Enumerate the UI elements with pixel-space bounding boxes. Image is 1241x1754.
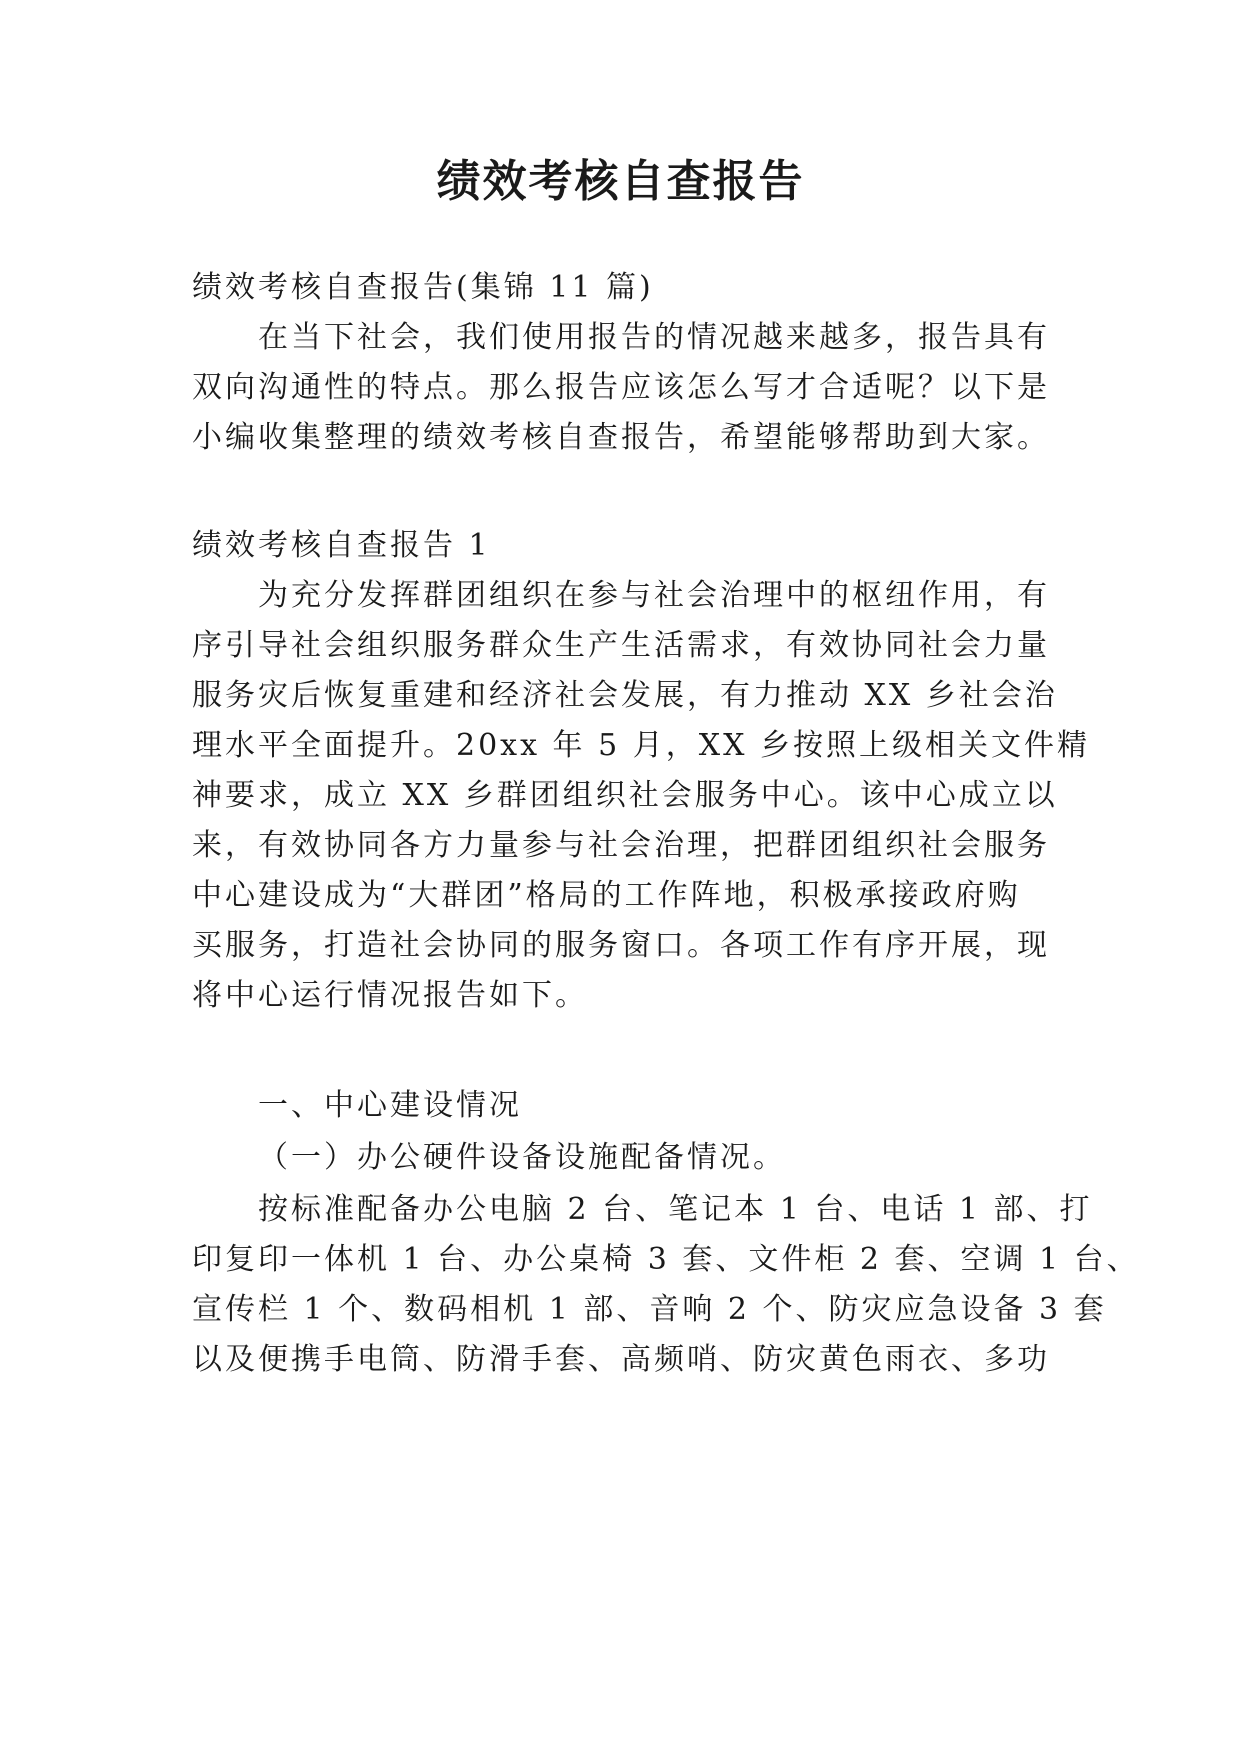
document-title: 绩效考核自查报告 xyxy=(436,156,805,207)
section-heading: 绩效考核自查报告 1 xyxy=(192,528,491,563)
body-line: 将中心运行情况报告如下。 xyxy=(192,978,588,1013)
body-line: 印复印一体机 1 台、办公桌椅 3 套、文件柜 2 套、空调 1 台、 xyxy=(192,1242,1140,1277)
body-line: 理水平全面提升。20xx 年 5 月，XX 乡按照上级相关文件精 xyxy=(192,728,1090,763)
sub-heading: （一）办公硬件设备设施配备情况。 xyxy=(258,1140,786,1175)
intro-line: 在当下社会，我们使用报告的情况越来越多，报告具有 xyxy=(258,320,1050,355)
body-line: 中心建设成为“大群团”格局的工作阵地，积极承接政府购 xyxy=(192,878,1021,913)
body-line: 宣传栏 1 个、数码相机 1 部、音响 2 个、防灾应急设备 3 套 xyxy=(192,1292,1107,1327)
body-line: 按标准配备办公电脑 2 台、笔记本 1 台、电话 1 部、打 xyxy=(258,1192,1093,1227)
body-line: 来，有效协同各方力量参与社会治理，把群团组织社会服务 xyxy=(192,828,1050,863)
body-line: 买服务，打造社会协同的服务窗口。各项工作有序开展，现 xyxy=(192,928,1050,963)
document-subtitle: 绩效考核自查报告(集锦 11 篇) xyxy=(192,270,654,305)
part-heading: 一、中心建设情况 xyxy=(258,1088,522,1123)
intro-line: 小编收集整理的绩效考核自查报告，希望能够帮助到大家。 xyxy=(192,420,1050,455)
body-line: 以及便携手电筒、防滑手套、高频哨、防灾黄色雨衣、多功 xyxy=(192,1342,1050,1377)
body-line: 序引导社会组织服务群众生产生活需求，有效协同社会力量 xyxy=(192,628,1050,663)
body-line: 为充分发挥群团组织在参与社会治理中的枢纽作用，有 xyxy=(258,578,1050,613)
body-line: 服务灾后恢复重建和经济社会发展，有力推动 XX 乡社会治 xyxy=(192,678,1058,713)
body-line: 神要求，成立 XX 乡群团组织社会服务中心。该中心成立以 xyxy=(192,778,1058,813)
intro-line: 双向沟通性的特点。那么报告应该怎么写才合适呢？以下是 xyxy=(192,370,1050,405)
